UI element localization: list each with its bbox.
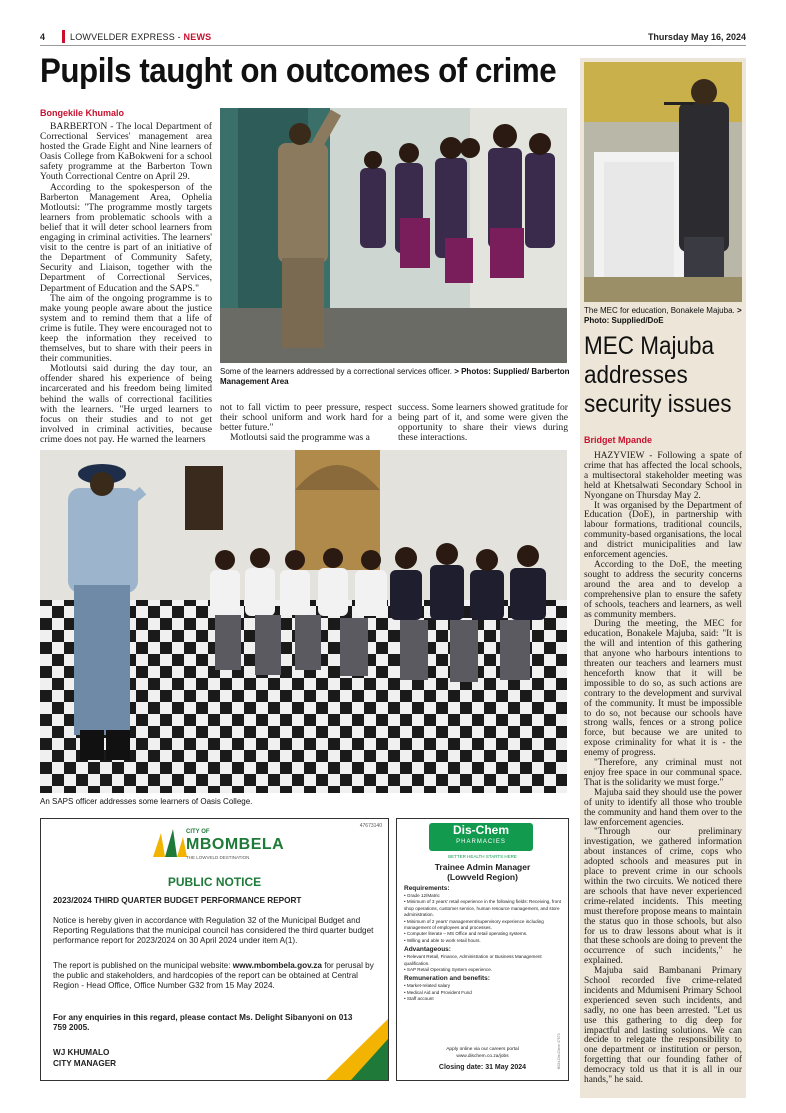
advantageous-heading: Advantageous: — [404, 946, 451, 954]
advantageous-item: • SAP Retail Operating System experience. — [404, 967, 493, 973]
logo-mbombela: MBOMBELA — [186, 836, 285, 853]
mbombela-logo-icon — [151, 827, 191, 859]
photo1-caption: Some of the learners addressed by a correctional services officer. > Photos: Supplied/ Barberton Management Area — [220, 367, 570, 386]
photo1-credit: > Photos: Supplied/ Barberton Management Area — [220, 367, 570, 386]
main-article-col3 — [398, 403, 568, 443]
signatory-name: WJ KHUMALO — [53, 1048, 110, 1057]
paragraph: BARBERTON - The local Department of Correctional Services' management area hosted the Grade Eight and Nine learners of Oasis College from KaBokweni for a school safety programme at the Barberton Town Youth Correctional Centre on April 29. — [40, 122, 212, 183]
paragraph: The aim of the ongoing programme is to make young people aware about the justice system and to remind them that a life of crime is futile. They were encouraged not to keep the information they received to themselves, but to share with their peers in their communities. — [40, 292, 212, 365]
main-article-col2 — [220, 403, 392, 443]
photo-correctional-officer-image — [220, 108, 567, 363]
dischem-logo: Dis-Chem PHARMACIES — [429, 823, 533, 851]
photo-correctional-officer — [220, 108, 567, 363]
requirements-heading: Requirements: — [404, 885, 450, 892]
paragraph: not to fall victim to peer pressure, respect their school uniform and work hard for a better future." — [220, 402, 392, 434]
issue-date: Thursday May 16, 2024 — [647, 32, 746, 42]
header-rule — [40, 45, 746, 46]
photo-mec-majuba-image — [584, 62, 742, 302]
benefits-heading: Remuneration and benefits: — [404, 975, 490, 983]
sidebar-article — [580, 58, 746, 1098]
page-header — [40, 30, 746, 44]
job-region: (Lowveld Region) — [447, 872, 518, 882]
publication-name: LOWVELDER EXPRESS - NEWS — [70, 32, 212, 42]
public-notice-title: PUBLIC NOTICE — [167, 875, 262, 889]
requirement-item: • Computer literate – MS Office and retail operating systems. — [404, 931, 528, 937]
paragraph: According to the DoE, the meeting sought to address the security concerns around the area and to develop a comprehensive plan to ensure the safety of schools, teachers and learners, as well as community members. — [584, 559, 742, 620]
municipal-website-link[interactable]: www.mbombela.gov.za — [232, 961, 322, 970]
photo2-caption: An SAPS officer addresses some learners of Oasis College. — [40, 797, 253, 806]
ad-mbombela-public-notice — [40, 818, 389, 1081]
benefit-item: • Market-related salary — [404, 983, 451, 989]
ad-ref-number: 47673140 — [359, 823, 382, 829]
photo-mec-majuba — [584, 62, 742, 302]
report-title: 2023/2024 THIRD QUARTER BUDGET PERFORMANCE REPORT — [53, 896, 302, 905]
dischem-slogan: BETTER HEALTH STARTS HERE — [448, 854, 517, 859]
requirement-item: • Willing and able to work retail hours. — [404, 937, 481, 943]
photo-saps-officer — [40, 450, 567, 793]
sidebar-photo-caption: The MEC for education, Bonakele Majuba. > Photo: Supplied/DoE — [584, 306, 742, 325]
logo-tagline: THE LOWVELD DESTINATION — [186, 855, 250, 860]
notice-paragraph: Notice is hereby given in accordance with Regulation 32 of the Municipal Budget and Reporting Regulations that the municipal council has considered the third quarter budget performance report for 2023/2024 on 30 April 2024 under item A(1). — [53, 916, 374, 945]
paragraph: Motloutsi said the programme was a — [230, 432, 370, 444]
photo-saps-officer-image — [40, 450, 567, 793]
requirement-item: • Grade 12/Matric — [404, 893, 440, 898]
paragraph: According to the spokesperson of the Barberton Management Area, Ophelia Motloutsi: "The programme mostly targets learners from problematic schools with a belief that it will deter school learners from engaging in criminal activities. The learners' visit to the centre is part of an initiative of the Department of Community Safety, Security and Liaison, together with the Department of Correctional Services, Department of Education and the SAPS." — [40, 181, 212, 294]
advantageous-item: • Relevant Retail, Finance, Administration or Business Management qualification. — [404, 954, 542, 966]
main-headline: Pupils taught on outcomes of crime — [40, 52, 557, 90]
main-byline: Bongekile Khumalo — [40, 108, 125, 118]
enquiries-contact: For any enquiries in this regard, please contact Ms. Delight Sibanyoni on 013 759 2005. — [53, 1013, 353, 1032]
paragraph: "Through our preliminary investigation, we gathered information about instances of crime, cops who adopted schools and measures put in place to prevent crime in our schools within the two circuits. We noticed there are schools that have never experienced crime-related incidents. This meeting must therefore propose means to maintain the status quo in those schools, but also for us to draw lessons about what is it that these schools are doing to prevent the occurrence of such incidents," he explained. — [584, 827, 742, 967]
notice-website-paragraph: The report is published on the municipal website: www.mbombela.gov.za for perusal by the public and stakeholders, and hardcopies of the report can be obtained at Central Region - Head Office, Office Number G32 from 15 May 2024. — [53, 961, 374, 990]
sidebar-article-body — [584, 452, 742, 1086]
section-name: NEWS — [183, 32, 212, 42]
requirement-item: • Minimum of 3 years' retail experience in the following fields: Receiving, front shop operations, customer service, human resource management, and store administration. — [404, 899, 561, 918]
job-details — [404, 885, 562, 1003]
benefit-item: • Medical Aid and Provident Fund — [404, 989, 472, 995]
apply-instruction: Apply online via our careers portal — [446, 1047, 519, 1052]
ad-dischem-vacancy — [396, 818, 569, 1081]
closing-date: Closing date: 31 May 2024 — [438, 1064, 527, 1071]
main-article-col1 — [40, 122, 212, 444]
paragraph: success. Some learners showed gratitude for being part of it, and some were given the opportunity to share their views during these interactions. — [398, 402, 568, 444]
sidebar-byline: Bridget Mpande — [584, 435, 653, 445]
paragraph: Majuba said they should use the power of unity to identify all those who trouble the community and hand them over to the law enforcement agencies. — [584, 787, 742, 828]
paragraph: It was organised by the Department of Education (DoE), in partnership with labour formations, traditional councils, community-based organisations, the local and district municipalities and law enforcement agencies. — [584, 500, 742, 561]
ad-side-reference: B024-Dis-Chem 47670 — [557, 1033, 561, 1069]
paragraph: HAZYVIEW - Following a spate of crime that has affected the local schools, a multisectoral stakeholder meeting was held at Khetsalwati Secondary School in Nyongane on Thursday May 2. — [584, 451, 742, 501]
paragraph: Majuba said Bambanani Primary School recorded five crime-related incidents and Mdumiseni Primary School experienced seven such incidents, and sadly, no one has been arrested. "Let us use this gathering to dig deep for impactful and lasting solutions. We can decide to relegate the responsibility to one department or institution or person, forgetting that our founding father of democracy told us that it is all in our hands," he said. — [584, 966, 742, 1086]
benefit-item: • Staff account — [404, 996, 434, 1002]
job-title: Trainee Admin Manager — [434, 862, 531, 872]
paragraph: During the meeting, the MEC for education, Bonakele Majuba, said: "It is the will and intention of this gathering that anyone who harbours intentions to threaten our teachers and learners must henceforth know that it will be impossible to do so, as such actions are contrary to the development and survival of the community. It must be impossible to do so, not because our schools have strong walls, fences or a strong police force, but because we are united to expose criminality for what it is - the enemy of progress. — [584, 619, 742, 759]
sidebar-photo-credit: > Photo: Supplied/DoE — [584, 306, 742, 325]
signatory-title: CITY MANAGER — [53, 1059, 117, 1068]
header-accent-bar — [62, 30, 65, 43]
paragraph: Motloutsi said during the day tour, an offender shared his experience of being incarcerated and his freedom being limited behind the walls of correctional facilities with the learners. "He urged learners to focus on their studies and to not get involved in criminal activities, because crime does not pay. He warned the learners — [40, 363, 212, 444]
requirement-item: • Minimum of 2 years' management/supervisory experience including management of employees and processes. — [404, 918, 544, 931]
logo-city-of: CITY OF — [186, 829, 210, 835]
paragraph: "Therefore, any criminal must not enjoy free space in our communal space. That is the solidarity we must forge." — [584, 758, 742, 788]
sidebar-headline: MEC Majuba addresses security issues — [584, 332, 732, 418]
page-number: 4 — [40, 32, 46, 42]
mbombela-corner-graphic — [306, 1019, 388, 1080]
careers-portal-link[interactable]: www.dischem.co.za/jobs — [456, 1054, 509, 1059]
